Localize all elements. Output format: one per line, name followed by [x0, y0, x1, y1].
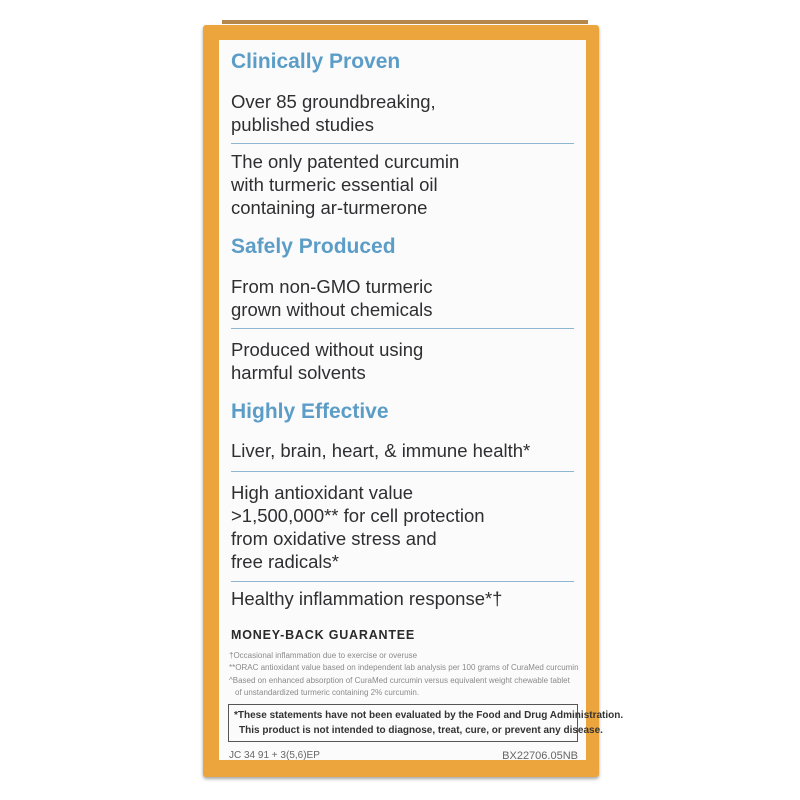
benefit-item [231, 587, 502, 610]
line: from oxidative stress and [231, 528, 437, 549]
line: published studies [231, 114, 374, 135]
lot-code: JC 34 91 + 3(5,6)EP [229, 750, 320, 761]
divider [231, 328, 574, 329]
benefit-item [231, 481, 485, 573]
benefit-item [231, 439, 530, 462]
section-heading: Safely Produced [231, 235, 396, 258]
line: free radicals* [231, 551, 339, 572]
product-code: BX22706.05NB [502, 750, 578, 762]
line: High antioxidant value [231, 482, 414, 503]
line: >1,500,000** for cell protection [231, 505, 485, 526]
line: Over 85 groundbreaking, [231, 91, 436, 112]
line: with turmeric essential oil [231, 174, 438, 195]
disclaimer-line: *These statements have not been evaluated by the Food and Drug Administration. [234, 710, 624, 721]
line: Liver, brain, heart, & immune health* [231, 440, 531, 461]
line: The only patented curcumin [231, 151, 460, 172]
line: grown without chemicals [231, 299, 433, 320]
benefit-item [231, 150, 459, 219]
divider [231, 581, 574, 582]
footnotes [229, 650, 579, 699]
footnote: †Occasional inflammation due to exercise or overuse [229, 651, 418, 660]
section-heading: Highly Effective [231, 400, 389, 423]
line: From non-GMO turmeric [231, 276, 433, 297]
divider [231, 143, 574, 144]
benefit-item [231, 338, 423, 384]
footnote: ^Based on enhanced absorption of CuraMed curcumin versus equivalent weight chewable tablet [229, 675, 570, 685]
line: Produced without using [231, 339, 424, 360]
line: harmful solvents [231, 362, 366, 383]
fda-disclaimer [228, 704, 624, 742]
money-back-guarantee: MONEY-BACK GUARANTEE [231, 628, 416, 642]
footnote: **ORAC antioxidant value based on independent lab analysis per 100 grams of CuraMed curcumin [229, 663, 579, 673]
benefit-item [231, 90, 436, 136]
disclaimer-line: This product is not intended to diagnose, treat, cure, or prevent any disease. [239, 725, 603, 736]
divider [231, 471, 574, 472]
footnote: of unstandardized turmeric containing 2% curcumin. [235, 687, 420, 697]
section-heading: Clinically Proven [231, 50, 401, 73]
benefit-item [231, 275, 433, 321]
box-top-edge [222, 20, 588, 24]
line: containing ar-turmerone [231, 197, 428, 218]
line: Healthy inflammation response*† [231, 588, 503, 609]
